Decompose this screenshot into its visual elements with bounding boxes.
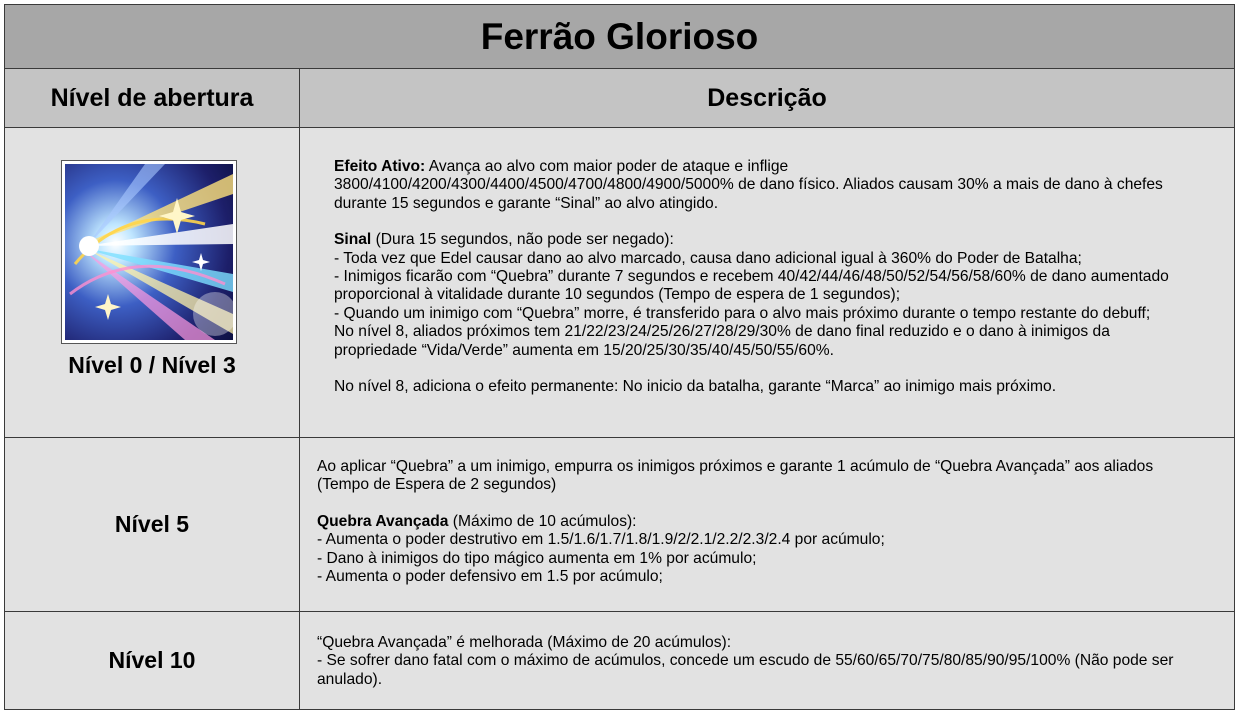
description-cell — [300, 612, 1234, 709]
desc-line: Ao aplicar “Quebra” a um inimigo, empurra os inimigos próximos e garante 1 acúmulo de “Quebra Avançada” aos aliados — [317, 458, 1154, 475]
description-cell — [300, 128, 1234, 437]
desc-line: “Quebra Avançada” é melhorada (Máximo de 20 acúmulos): — [317, 634, 732, 651]
desc-line: - Aumenta o poder defensivo em 1.5 por acúmulo; — [317, 568, 663, 586]
active-effect-heading: Efeito Ativo: — [334, 158, 426, 175]
desc-line: anulado). — [317, 670, 383, 688]
table-row-level-5 — [5, 438, 1234, 612]
signal-heading: Sinal — [334, 231, 372, 249]
header-description: Descrição — [707, 83, 827, 112]
skill-table — [4, 4, 1235, 710]
header-row — [5, 69, 1234, 128]
improved-break-paragraph — [317, 634, 1230, 689]
desc-line: propriedade “Vida/Verde” aumenta em 15/20/25/30/35/40/45/50/55/60%. — [334, 341, 834, 359]
permanent-effect-paragraph — [334, 378, 1228, 396]
desc-line: No nível 8, aliados próximos tem 21/22/23/24/25/26/27/28/29/30% de dano final reduzido e o dano à inimigos da — [334, 323, 1110, 341]
desc-line: proporcional à vitalidade durante 10 segundos (Tempo de espera de 1 segundos); — [334, 286, 901, 304]
desc-line: (Tempo de Espera de 2 segundos) — [317, 476, 557, 494]
desc-line: durante 15 segundos e garante “Sinal” ao alvo atingido. — [334, 194, 719, 212]
desc-line: (Dura 15 segundos, não pode ser negado): — [371, 231, 674, 249]
desc-line: Avança ao alvo com maior poder de ataque e inflige — [425, 158, 789, 175]
header-level: Nível de abertura — [5, 69, 300, 127]
level-label: Nível 0 / Nível 3 — [68, 352, 236, 378]
table-title: Ferrão Glorioso — [5, 5, 1234, 69]
level-cell — [5, 128, 300, 437]
advanced-break-heading: Quebra Avançada — [317, 512, 449, 530]
table-row-level-0-3 — [5, 128, 1234, 438]
skill-art-icon — [65, 164, 233, 340]
push-effect-paragraph — [317, 458, 1228, 495]
desc-line: - Se sofrer dano fatal com o máximo de acúmulos, concede um escudo de 55/60/65/70/75/80/85/90/95/100% (Não pode ser — [317, 652, 1174, 670]
desc-line: No nível 8, adiciona o efeito permanente: No inicio da batalha, garante “Marca” ao inimigo mais próximo. — [334, 378, 1057, 396]
desc-line: - Inimigos ficarão com “Quebra” durante 7 segundos e recebem 40/42/44/46/48/50/52/54/56/58/60% de dano aumentado — [334, 268, 1169, 286]
desc-line: (Máximo de 10 acúmulos): — [448, 512, 637, 530]
desc-line: - Dano à inimigos do tipo mágico aumenta em 1% por acúmulo; — [317, 549, 757, 567]
level-label: Nível 5 — [5, 438, 300, 611]
active-effect-paragraph — [334, 158, 1228, 213]
level-label: Nível 10 — [5, 612, 300, 709]
advanced-break-paragraph — [317, 513, 1228, 587]
signal-paragraph — [334, 231, 1228, 360]
desc-line: - Toda vez que Edel causar dano ao alvo marcado, causa dano adicional igual à 360% do Poder de Batalha; — [334, 249, 1082, 267]
glorious-sting-skill-icon — [61, 160, 237, 344]
desc-line: - Aumenta o poder destrutivo em 1.5/1.6/1.7/1.8/1.9/2/2.1/2.2/2.3/2.4 por acúmulo; — [317, 531, 885, 549]
table-row-level-10 — [5, 612, 1234, 709]
description-cell — [300, 438, 1234, 611]
desc-line: 3800/4100/4200/4300/4400/4500/4700/4800/4900/5000% de dano físico. Aliados causam 30% a mais de dano à chefes — [334, 176, 1163, 194]
desc-line: - Quando um inimigo com “Quebra” morre, é transferido para o alvo mais próximo durante o tempo restante do debuff; — [334, 304, 1151, 322]
